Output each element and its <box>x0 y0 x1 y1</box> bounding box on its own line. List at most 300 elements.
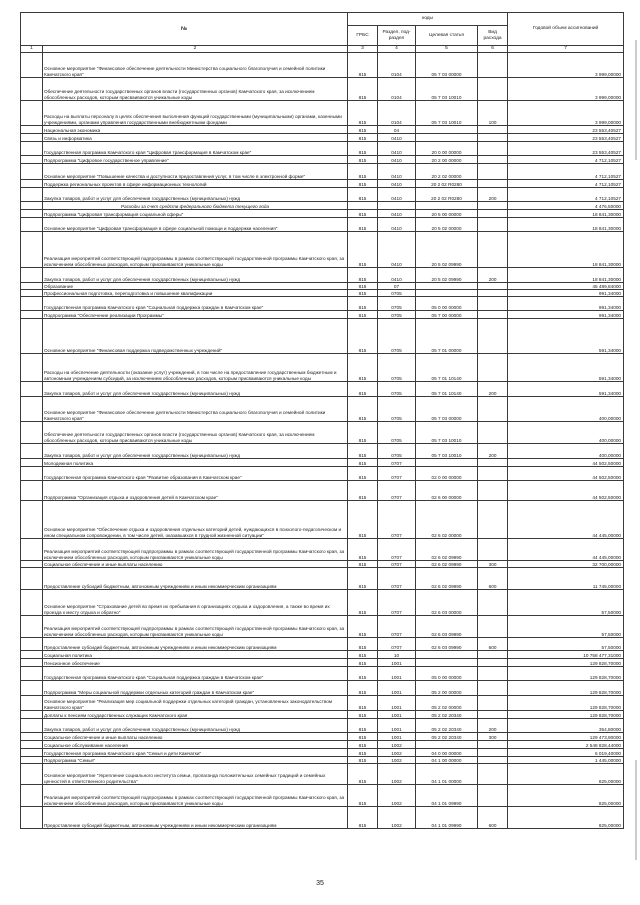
row-description: Закупка товаров, работ и услуг для обеспечения государственных (муниципальных) нужд <box>43 268 348 283</box>
row-number-cell <box>21 696 43 711</box>
table-row <box>21 311 624 319</box>
row-amount: 6 019,40000 <box>508 749 624 757</box>
column-index-row <box>21 46 624 53</box>
row-amount: 400,00000 <box>508 397 624 422</box>
row-amount: 44 502,50000 <box>508 467 624 481</box>
row-number-cell <box>21 397 43 422</box>
row-amount: 44 502,50000 <box>508 459 624 467</box>
table-row <box>21 481 624 501</box>
row-expense-type <box>478 180 508 188</box>
row-razdel: 0707 <box>378 568 416 590</box>
row-amount: 4 476,50000 <box>508 202 624 210</box>
row-number-cell <box>21 616 43 638</box>
row-description: Национальная экономика <box>43 126 348 134</box>
row-description: Основное мероприятие "Финансовая поддержка подведомственных учреждений" <box>43 319 348 354</box>
row-grbs: 815 <box>348 319 378 354</box>
row-expense-type <box>478 467 508 481</box>
table-row <box>21 382 624 397</box>
row-expense-type: 200 <box>478 382 508 397</box>
row-razdel: 0705 <box>378 382 416 397</box>
header-razdel: Раздел, под-раздел <box>378 26 416 46</box>
row-amount: 23 553,40527 <box>508 134 624 142</box>
row-amount: 991,34000 <box>508 290 624 297</box>
row-target-article: 02 6 03 09990 <box>416 638 478 651</box>
row-grbs: 815 <box>348 142 378 156</box>
row-number-cell <box>21 283 43 290</box>
row-description: Доплаты к пенсиям государственных служащих Камчатского края <box>43 711 348 719</box>
row-number-cell <box>21 290 43 297</box>
row-description: Социальное обеспечение и иные выплаты населению <box>43 733 348 741</box>
row-expense-type <box>478 397 508 422</box>
row-description: Связь и информатика <box>43 134 348 142</box>
row-grbs: 815 <box>348 616 378 638</box>
row-expense-type <box>478 232 508 268</box>
row-razdel: 1002 <box>378 749 416 757</box>
row-description: Социальная политика <box>43 651 348 659</box>
row-number-cell <box>21 659 43 667</box>
row-razdel: 1001 <box>378 667 416 681</box>
row-grbs: 815 <box>348 164 378 180</box>
row-expense-type: 200 <box>478 188 508 202</box>
row-amount: 3 999,00000 <box>508 53 624 78</box>
row-target-article: 04 0 00 00000 <box>416 749 478 757</box>
row-number-cell <box>21 501 43 539</box>
row-description: Государственная программа Камчатского края "Социальная поддержка граждан в Камчатском крае" <box>43 667 348 681</box>
row-amount: 18 841,30000 <box>508 232 624 268</box>
row-target-article: 02 6 00 00000 <box>416 481 478 501</box>
row-grbs: 815 <box>348 667 378 681</box>
row-amount: 23 553,40527 <box>508 126 624 134</box>
column-index: 3 <box>348 46 378 53</box>
table-row <box>21 180 624 188</box>
row-expense-type <box>478 53 508 78</box>
row-target-article: 04 1 01 00000 <box>416 764 478 785</box>
row-razdel: 1002 <box>378 741 416 749</box>
table-row <box>21 444 624 459</box>
row-number-cell <box>21 180 43 188</box>
row-description: Подпрограмма "Семья" <box>43 757 348 764</box>
row-expense-type <box>478 422 508 444</box>
column-index: 6 <box>478 46 508 53</box>
row-razdel: 0705 <box>378 397 416 422</box>
row-razdel: 0104 <box>378 78 416 101</box>
row-target-article <box>416 459 478 467</box>
row-razdel: 10 <box>378 651 416 659</box>
row-amount: 57,50000 <box>508 590 624 616</box>
row-expense-type <box>478 210 508 218</box>
row-grbs: 815 <box>348 785 378 807</box>
row-razdel: 1001 <box>378 733 416 741</box>
row-amount: 44 445,00000 <box>508 539 624 561</box>
row-expense-type <box>478 202 508 210</box>
row-grbs: 815 <box>348 651 378 659</box>
table-row <box>21 719 624 733</box>
row-description: Основное мероприятие "Повышение качества и доступности предоставления услуг, в том числе в электронной форме" <box>43 164 348 180</box>
row-razdel: 0705 <box>378 422 416 444</box>
row-target-article: 20 0 00 00000 <box>416 142 478 156</box>
row-target-article: 04 1 01 09990 <box>416 785 478 807</box>
row-target-article: 05 2 02 20340 <box>416 719 478 733</box>
row-amount: 57,50000 <box>508 616 624 638</box>
row-razdel: 0707 <box>378 616 416 638</box>
row-razdel: 1001 <box>378 681 416 696</box>
row-target-article: 05 7 01 10140 <box>416 354 478 382</box>
row-number-cell <box>21 459 43 467</box>
row-description: Подпрограмма "Цифровое государственное управление" <box>43 156 348 164</box>
row-number-cell <box>21 467 43 481</box>
row-grbs <box>348 202 378 210</box>
row-description: Социальное обслуживание населения <box>43 741 348 749</box>
table-row <box>21 757 624 764</box>
row-number-cell <box>21 210 43 218</box>
row-grbs: 815 <box>348 807 378 829</box>
header-number: № <box>180 26 188 32</box>
table-row <box>21 297 624 311</box>
row-number-cell <box>21 561 43 568</box>
row-target-article: 20 2 02 R0280 <box>416 180 478 188</box>
row-razdel: 0410 <box>378 134 416 142</box>
row-expense-type <box>478 590 508 616</box>
row-number-cell <box>21 134 43 142</box>
row-amount: 3 999,00000 <box>508 78 624 101</box>
table-row <box>21 290 624 297</box>
row-description: Предоставление субсидий бюджетным, автономным учреждениям и иным некоммерческим организациям <box>43 638 348 651</box>
row-description: Основное мероприятие "Финансовое обеспечение деятельности Министерства социального благополучия и семейной политики Камчатского края" <box>43 53 348 78</box>
row-expense-type: 200 <box>478 268 508 283</box>
row-razdel <box>378 202 416 210</box>
table-row <box>21 459 624 467</box>
row-description: Социальное обеспечение и иные выплаты населению <box>43 561 348 568</box>
row-expense-type <box>478 164 508 180</box>
row-expense-type <box>478 651 508 659</box>
row-target-article: 20 5 02 00000 <box>416 218 478 232</box>
table-row <box>21 733 624 741</box>
row-target-article: 05 7 03 00000 <box>416 53 478 78</box>
row-razdel: 1001 <box>378 719 416 733</box>
row-target-article <box>416 283 478 290</box>
row-target-article: 05 7 03 10010 <box>416 444 478 459</box>
row-expense-type <box>478 142 508 156</box>
row-expense-type <box>478 126 508 134</box>
row-expense-type <box>478 539 508 561</box>
table-row <box>21 785 624 807</box>
column-index: 2 <box>43 46 348 53</box>
row-target-article: 02 6 02 09990 <box>416 561 478 568</box>
row-description: Реализация мероприятий соответствующей подпрограммы в рамках соответствующей государственной программы Камчатского края, за исключением обособленных расходов, которым присваиваются уникальные коды <box>43 616 348 638</box>
row-number-cell <box>21 422 43 444</box>
row-grbs: 815 <box>348 638 378 651</box>
table-row <box>21 711 624 719</box>
row-number-cell <box>21 78 43 101</box>
row-description: Государственная программа Камчатского края "Цифровая трансформация в Камчатском крае" <box>43 142 348 156</box>
row-grbs: 815 <box>348 78 378 101</box>
row-grbs: 815 <box>348 297 378 311</box>
row-razdel: 0410 <box>378 218 416 232</box>
row-razdel: 04 <box>378 126 416 134</box>
row-amount: 354,80000 <box>508 719 624 733</box>
row-description: Пенсионное обеспечение <box>43 659 348 667</box>
row-number-cell <box>21 733 43 741</box>
table-row <box>21 283 624 290</box>
row-expense-type: 300 <box>478 733 508 741</box>
row-amount: 23 553,40527 <box>508 142 624 156</box>
row-number-cell <box>21 741 43 749</box>
row-number-cell <box>21 268 43 283</box>
row-amount: 45 489,84000 <box>508 283 624 290</box>
row-expense-type <box>478 290 508 297</box>
row-grbs: 815 <box>348 188 378 202</box>
row-expense-type <box>478 681 508 696</box>
row-target-article: 05 7 03 10010 <box>416 422 478 444</box>
row-target-article: 20 5 02 09990 <box>416 232 478 268</box>
row-razdel: 1001 <box>378 711 416 719</box>
row-grbs: 815 <box>348 134 378 142</box>
table-row <box>21 741 624 749</box>
table-row <box>21 156 624 164</box>
table-row <box>21 142 624 156</box>
row-target-article <box>416 134 478 142</box>
row-expense-type <box>478 319 508 354</box>
row-expense-type <box>478 741 508 749</box>
table-row <box>21 101 624 126</box>
row-description: Основное мероприятие "Финансовое обеспечение деятельности Министерства социального благополучия и семейной политики Камчатского края" <box>43 397 348 422</box>
row-amount: 4 712,10527 <box>508 180 624 188</box>
row-amount: 1 445,00000 <box>508 757 624 764</box>
row-razdel: 0707 <box>378 459 416 467</box>
table-row <box>21 354 624 382</box>
row-amount: 129 828,70000 <box>508 659 624 667</box>
row-number-cell <box>21 218 43 232</box>
row-number-cell <box>21 53 43 78</box>
row-description: Основное мероприятие "Укрепление социального института семьи, пропаганда положительных семейных традиций и семейных ценностей в ответственного родительства" <box>43 764 348 785</box>
row-razdel: 0104 <box>378 53 416 78</box>
row-number-cell <box>21 311 43 319</box>
row-target-article: 20 2 02 00000 <box>416 164 478 180</box>
row-expense-type: 600 <box>478 568 508 590</box>
row-grbs: 815 <box>348 757 378 764</box>
table-row <box>21 749 624 757</box>
row-grbs: 815 <box>348 283 378 290</box>
row-expense-type: 300 <box>478 561 508 568</box>
row-target-article: 02 6 02 09990 <box>416 568 478 590</box>
table-row <box>21 659 624 667</box>
row-grbs: 815 <box>348 210 378 218</box>
column-index: 1 <box>21 46 43 53</box>
row-grbs: 815 <box>348 126 378 134</box>
row-grbs: 815 <box>348 696 378 711</box>
table-row <box>21 78 624 101</box>
table-body <box>21 53 624 829</box>
row-grbs: 815 <box>348 382 378 397</box>
row-description: Обеспечение деятельности государственных органов власти (государственных органов) Камчатского края, за исключением обособленных расходов, которым присваиваются уникальные коды <box>43 78 348 101</box>
row-expense-type <box>478 757 508 764</box>
row-razdel: 0705 <box>378 297 416 311</box>
table-row <box>21 638 624 651</box>
row-description: Государственная программа Камчатского края "Развитие образования в Камчатском крае" <box>43 467 348 481</box>
row-target-article: 02 6 02 09990 <box>416 539 478 561</box>
row-target-article: 02 6 03 09990 <box>416 616 478 638</box>
row-target-article: 05 7 03 10010 <box>416 78 478 101</box>
row-grbs: 815 <box>348 397 378 422</box>
row-number-cell <box>21 539 43 561</box>
row-grbs: 815 <box>348 311 378 319</box>
row-target-article: 05 2 02 20340 <box>416 733 478 741</box>
row-amount: 18 841,30000 <box>508 218 624 232</box>
row-amount: 825,00000 <box>508 785 624 807</box>
row-amount: 129 828,70000 <box>508 681 624 696</box>
row-grbs: 815 <box>348 354 378 382</box>
row-grbs: 815 <box>348 444 378 459</box>
row-amount: 57,50000 <box>508 638 624 651</box>
row-description: Расходы за счет средств федерального бюджета текущего года <box>43 202 348 210</box>
row-expense-type: 200 <box>478 719 508 733</box>
row-expense-type <box>478 283 508 290</box>
row-grbs: 815 <box>348 568 378 590</box>
table-row <box>21 651 624 659</box>
row-number-cell <box>21 638 43 651</box>
table-row <box>21 807 624 829</box>
row-razdel: 1002 <box>378 757 416 764</box>
table-row <box>21 590 624 616</box>
document-page <box>12 12 630 829</box>
row-description: Молодежная политика <box>43 459 348 467</box>
row-number-cell <box>21 681 43 696</box>
row-razdel: 0705 <box>378 311 416 319</box>
row-description: Подпрограмма "Меры социальной поддержки отдельных категорий граждан в Камчатском крае" <box>43 681 348 696</box>
row-number-cell <box>21 749 43 757</box>
table-row <box>21 218 624 232</box>
row-description: Основное мероприятие "Обеспечение отдыха и оздоровления отдельных категорий детей, нуждающихся в психолого-педагогическом и ином специальном сопровождении, в том числе детей, оказавшихся в трудной жизненной ситуации" <box>43 501 348 539</box>
column-index: 4 <box>378 46 416 53</box>
row-expense-type <box>478 764 508 785</box>
row-expense-type <box>478 659 508 667</box>
row-amount: 591,34000 <box>508 382 624 397</box>
row-expense-type <box>478 481 508 501</box>
row-expense-type <box>478 749 508 757</box>
row-target-article <box>416 290 478 297</box>
row-number-cell <box>21 142 43 156</box>
table-row <box>21 319 624 354</box>
row-razdel: 0705 <box>378 354 416 382</box>
header-number-cell <box>21 13 348 46</box>
row-number-cell <box>21 719 43 733</box>
header-volume: Годовой объем ассигнований <box>508 13 624 46</box>
row-grbs: 815 <box>348 422 378 444</box>
row-amount: 10 758 477,31000 <box>508 651 624 659</box>
row-target-article: 05 2 00 00000 <box>416 681 478 696</box>
row-description: Подпрограмма "Цифровая трансформация социальной сферы" <box>43 210 348 218</box>
row-target-article: 05 0 00 00000 <box>416 667 478 681</box>
row-razdel: 0410 <box>378 268 416 283</box>
row-razdel: 0705 <box>378 444 416 459</box>
row-razdel: 1002 <box>378 807 416 829</box>
table-row <box>21 126 624 134</box>
row-number-cell <box>21 785 43 807</box>
row-amount: 129 828,70000 <box>508 667 624 681</box>
row-grbs: 815 <box>348 749 378 757</box>
row-amount: 825,00000 <box>508 764 624 785</box>
row-number-cell <box>21 188 43 202</box>
row-description: Закупка товаров, работ и услуг для обеспечения государственных (муниципальных) нужд <box>43 719 348 733</box>
row-target-article <box>416 202 478 210</box>
row-razdel: 1001 <box>378 696 416 711</box>
row-grbs: 815 <box>348 764 378 785</box>
row-description: Государственная программа Камчатского края "Социальная поддержка граждан в Камчатском крае" <box>43 297 348 311</box>
row-number-cell <box>21 481 43 501</box>
row-amount: 18 841,30000 <box>508 268 624 283</box>
row-expense-type <box>478 218 508 232</box>
row-amount: 129 473,90000 <box>508 733 624 741</box>
row-description: Предоставление субсидий бюджетным, автономным учреждениям и иным некоммерческим организациям <box>43 568 348 590</box>
row-description: Основное мероприятие "Страхование детей во время их пребывания в организациях отдыха и оздоровления, а также во время их проезда к месту отдыха и обратно" <box>43 590 348 616</box>
table-row <box>21 467 624 481</box>
table-row <box>21 696 624 711</box>
header-grbs: ГРБС <box>348 26 378 46</box>
table-row <box>21 53 624 78</box>
row-target-article: 05 0 00 00000 <box>416 297 478 311</box>
row-number-cell <box>21 590 43 616</box>
row-description: Предоставление субсидий бюджетным, автономным учреждениям и иным некоммерческим организациям <box>43 807 348 829</box>
row-amount: 32 700,00000 <box>508 561 624 568</box>
row-grbs: 815 <box>348 268 378 283</box>
row-expense-type <box>478 785 508 807</box>
row-amount: 825,00000 <box>508 807 624 829</box>
row-amount: 129 828,70000 <box>508 711 624 719</box>
row-grbs: 815 <box>348 719 378 733</box>
row-number-cell <box>21 764 43 785</box>
row-target-article: 02 0 00 00000 <box>416 467 478 481</box>
row-description: Основное мероприятие "Реализация мер социальной поддержки отдельных категорий граждан, установленных законодательством Камчатского края" <box>43 696 348 711</box>
row-razdel: 0410 <box>378 188 416 202</box>
row-description: Обеспечение деятельности государственных органов власти (государственных органов) Камчатского края, за исключением обособленных расходов, которым присваиваются уникальные коды <box>43 422 348 444</box>
row-amount: 3 999,00000 <box>508 101 624 126</box>
row-target-article: 04 1 01 09990 <box>416 807 478 829</box>
row-number-cell <box>21 807 43 829</box>
row-expense-type <box>478 459 508 467</box>
table-row <box>21 539 624 561</box>
row-grbs: 815 <box>348 459 378 467</box>
row-razdel: 07 <box>378 283 416 290</box>
table-row <box>21 188 624 202</box>
row-razdel: 0410 <box>378 142 416 156</box>
row-amount: 18 841,30000 <box>508 210 624 218</box>
row-target-article: 20 2 02 R0280 <box>416 188 478 202</box>
row-razdel: 0410 <box>378 164 416 180</box>
budget-table <box>20 12 624 829</box>
row-razdel: 1002 <box>378 785 416 807</box>
row-expense-type <box>478 696 508 711</box>
row-expense-type <box>478 297 508 311</box>
row-number-cell <box>21 568 43 590</box>
row-expense-type <box>478 311 508 319</box>
row-description: Образование <box>43 283 348 290</box>
row-expense-type <box>478 156 508 164</box>
row-description: Подпрограмма "Организация отдыха и оздоровления детей в Камчатском крае" <box>43 481 348 501</box>
row-amount: 4 712,10527 <box>508 156 624 164</box>
row-number-cell <box>21 319 43 354</box>
row-description: Расходы на выплаты персоналу в целях обеспечения выполнения функций государственными (муниципальными) органами, казенными учреждениями, органами управления государственными внебюджетными фондами <box>43 101 348 126</box>
table-row <box>21 501 624 539</box>
table-header <box>21 13 624 53</box>
row-target-article: 05 7 01 10140 <box>416 382 478 397</box>
row-expense-type <box>478 354 508 382</box>
row-number-cell <box>21 667 43 681</box>
row-amount: 591,34000 <box>508 354 624 382</box>
row-razdel: 0707 <box>378 561 416 568</box>
row-grbs: 815 <box>348 467 378 481</box>
table-row <box>21 561 624 568</box>
row-grbs: 815 <box>348 156 378 164</box>
